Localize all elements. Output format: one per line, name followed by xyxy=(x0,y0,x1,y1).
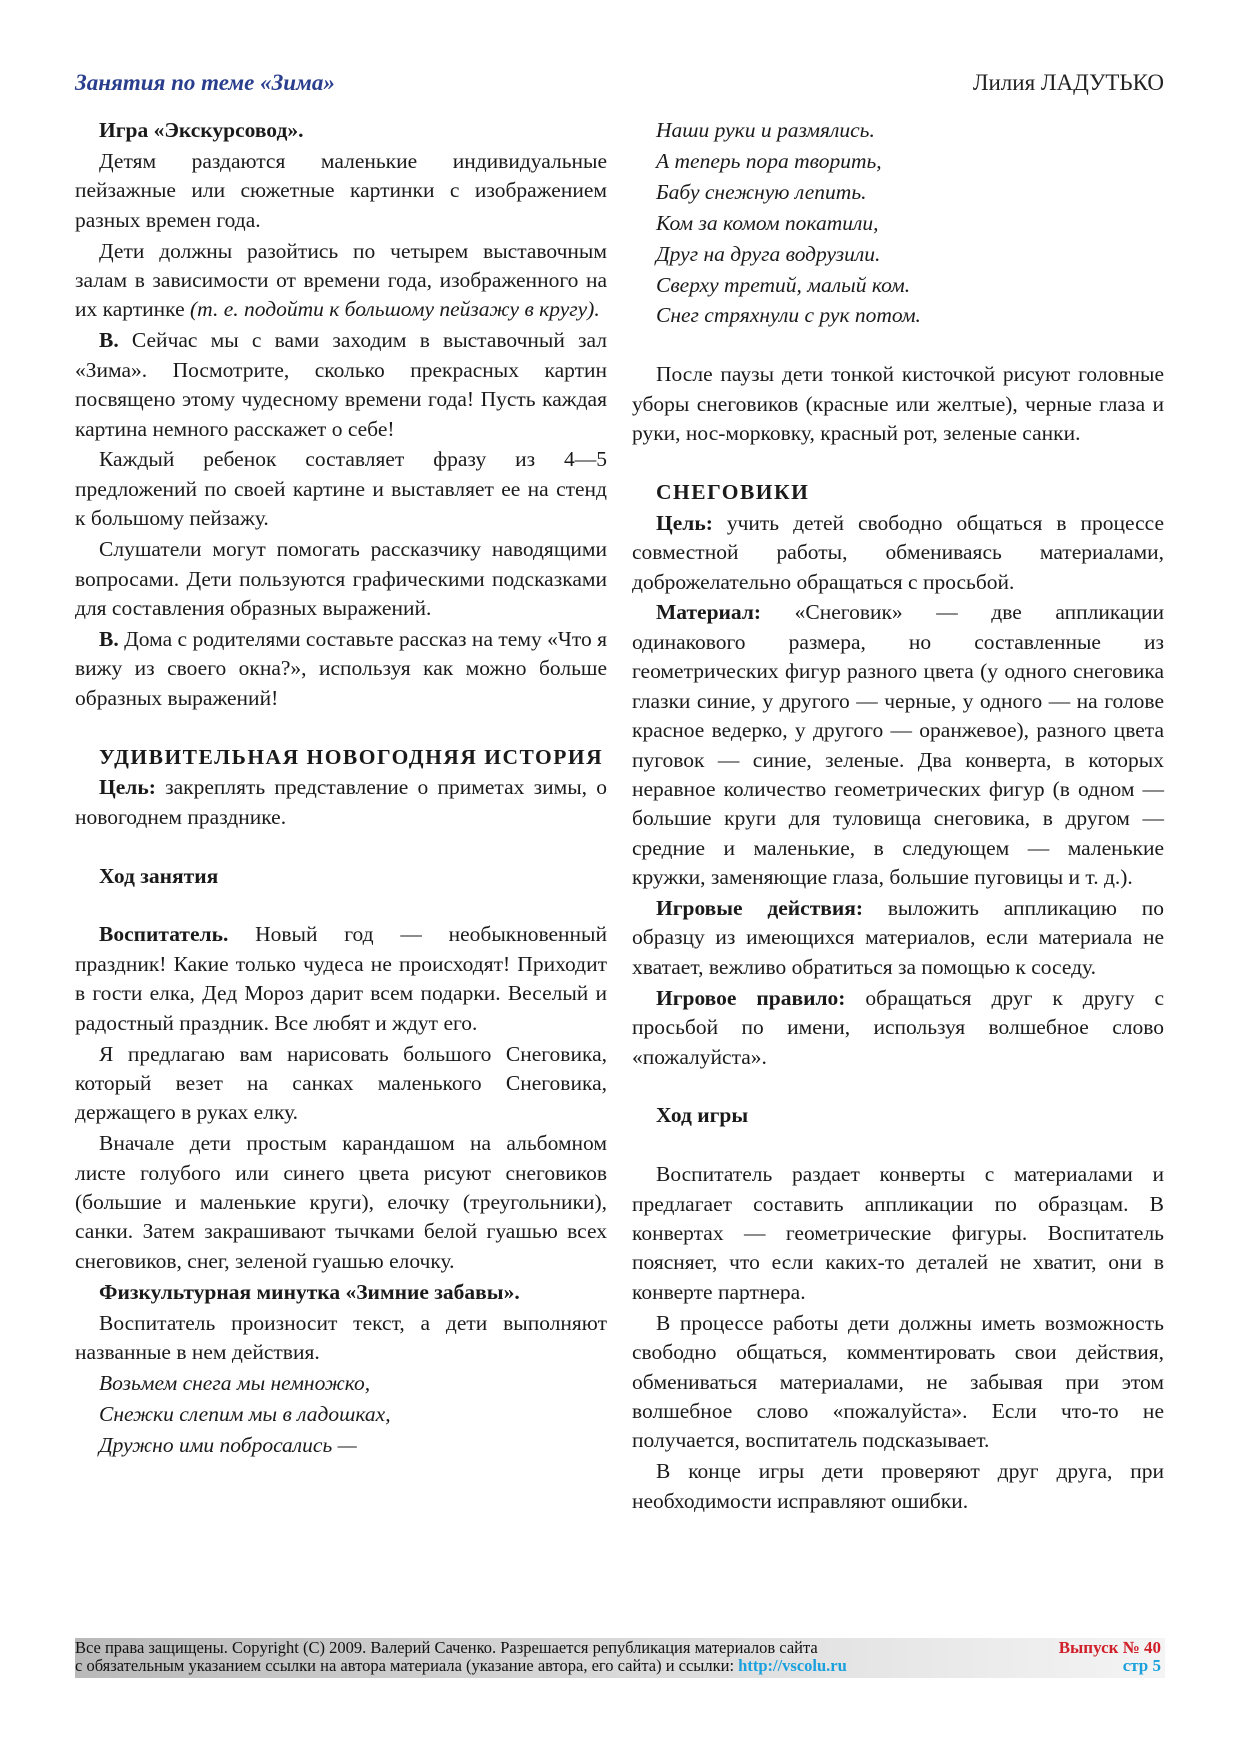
subheading xyxy=(632,1101,1164,1130)
subheading xyxy=(75,862,607,891)
paragraph xyxy=(75,1040,607,1128)
section-title: Занятия по теме «Зима» xyxy=(75,70,335,95)
text: В процессе работы дети должны иметь возможность свободно общаться, комментировать свои действия, обмениваться материалами, не забывая при этом волшебное слово «пожалуйста». Если что-то не получается, воспитатель подсказывает. xyxy=(632,1310,1164,1453)
text: Я предлагаю вам нарисовать большого Снеговика, который везет на санках маленького Снеговика, держащего в руках елку. xyxy=(75,1041,607,1125)
page-number: стр 5 xyxy=(1122,1656,1161,1675)
text: Наши руки и размялись. xyxy=(656,118,875,142)
text: Сверху третий, малый ком. xyxy=(656,272,911,297)
paragraph xyxy=(75,445,607,533)
paragraph xyxy=(632,984,1164,1072)
paragraph xyxy=(632,360,1164,448)
poem-line xyxy=(75,1369,607,1398)
text: Игра «Экскурсовод». xyxy=(99,118,304,142)
text: Ход занятия xyxy=(99,863,219,888)
bold-lead: В. xyxy=(99,328,119,353)
bold-lead: В. xyxy=(99,626,119,651)
poem-line xyxy=(75,1431,607,1460)
paragraph xyxy=(632,1309,1164,1456)
poem-line xyxy=(75,1400,607,1429)
bold-lead: Игровое правило: xyxy=(656,985,846,1010)
text: Вначале дети простым карандашом на альбомном листе голубого или синего цвета рисуют снеговиков (большие и маленькие круги), елочку (треугольники), санки. Затем закрашивают тычками белой гуашью всех снеговиков, снег, зеленой гуашью елочку. xyxy=(75,1131,607,1273)
text: Снег стряхнули с рук потом. xyxy=(656,303,921,328)
text: В конце игры дети проверяют друг друга, при необходимости исправляют ошибки. xyxy=(632,1459,1164,1513)
section-heading xyxy=(75,743,607,772)
paragraph xyxy=(75,326,607,444)
copyright-line-2: с обязательным указанием ссылки на автора материала (указание автора, его сайта) и ссылки: xyxy=(75,1656,739,1675)
text: Воспитатель произносит текст, а дети выполняют названные в нем действия. xyxy=(75,1310,607,1365)
poem-line xyxy=(632,147,1164,176)
copyright-line-1: Все права защищены. Copyright (C) 2009. Валерий Саченко. Разрешается републикация материалов сайта xyxy=(75,1638,818,1657)
bold-lead: Воспитатель. xyxy=(99,922,229,947)
text: «Снеговик» — две аппликации одинакового размера, но составленные из геометрических фигур разного цвета (у одного снеговика глазки синие, у другого — черные, у одного — на голове красное ведерко, у другого — оранжевое), разного цвета пуговок — синие, зеленые. Два конверта, в которых неравное количество геометрических фигур (в одном — большие круги для туловища снеговика, в другом — средние и маленькие, в следующем — маленькие кружки, заменяющие глаза, большие пуговицы и т. д.). xyxy=(632,600,1164,890)
text: Возьмем снега мы немножко, xyxy=(99,1371,371,1396)
poem-line xyxy=(632,271,1164,300)
text: Слушатели могут помогать рассказчику наводящими вопросами. Дети пользуются графическими подсказками для составления образных выражений. xyxy=(75,537,607,620)
issue-info xyxy=(1059,1639,1161,1675)
copyright-notice xyxy=(75,1639,847,1675)
bold-lead: Игровые действия: xyxy=(656,896,864,921)
paragraph xyxy=(632,598,1164,892)
subheading xyxy=(75,1278,607,1307)
poem-line xyxy=(632,209,1164,238)
paragraph xyxy=(75,920,607,1038)
text: Дома с родителями составьте рассказ на тему «Что я вижу из своего окна?», используя как можно больше образных выражений! xyxy=(75,626,607,710)
paragraph xyxy=(75,1129,607,1276)
poem-line xyxy=(632,240,1164,269)
bold-lead: Цель: xyxy=(656,510,713,535)
text: Каждый ребенок составляет фразу из 4—5 предложений по своей картине и выставляет ее на стенд к большому пейзажу. xyxy=(75,447,607,531)
paragraph xyxy=(632,509,1164,597)
text: Снежки слепим мы в ладошках, xyxy=(99,1401,391,1426)
text: Дети должны разойтись по четырем выставочным залам в зависимости от времени года, изображенного на их картинке xyxy=(75,238,607,322)
text: Новый год — необыкновенный праздник! Какие только чудеса не происходят! Приходит в гости елка, Дед Мороз дарит всем подарки. Веселый и радостный праздник. Все любят и ждут его. xyxy=(75,922,607,1035)
poem-line xyxy=(632,178,1164,207)
paragraph xyxy=(75,237,607,325)
paragraph xyxy=(75,625,607,713)
paragraph xyxy=(632,1457,1164,1516)
text: Детям раздаются маленькие индивидуальные пейзажные или сюжетные картинки с изображением разных времен года. xyxy=(75,148,607,232)
text: выложить аппликацию по образцу из имеющихся материалов, если материала не хватает, вежливо обратиться за помощью к соседу. xyxy=(632,896,1164,979)
text: Друг на друга водрузили. xyxy=(656,241,881,266)
text: Воспитатель раздает конверты с материалами и предлагает составить аппликации по образцам. В конвертах — геометрические фигуры. Воспитатель поясняет, что если каких-то деталей не хватит, они в конверте партнера. xyxy=(632,1162,1164,1304)
paragraph xyxy=(75,773,607,832)
text: Дружно ими побросались — xyxy=(99,1432,357,1457)
text: Бабу снежную лепить. xyxy=(656,179,867,204)
text: Сейчас мы с вами заходим в выставочный зал «Зима». Посмотрите, сколько прекрасных картин посвящено этому чудесному времени года! Пусть каждая картина немного расскажет о себе! xyxy=(75,328,607,441)
poem-line xyxy=(632,116,1164,145)
italic-text: (т. е. подойти к большому пейзажу в кругу). xyxy=(190,297,600,322)
text: А теперь пора творить, xyxy=(656,148,882,173)
poem-line xyxy=(632,301,1164,330)
bold-lead: Цель: xyxy=(99,775,156,800)
paragraph xyxy=(75,1309,607,1368)
text: Физкультурная минутка «Зимние забавы». xyxy=(99,1279,520,1304)
text: учить детей свободно общаться в процессе совместной работы, обмениваясь материалами, доброжелательно обращаться с просьбой. xyxy=(632,510,1164,594)
text: Ком за комом покатили, xyxy=(656,210,879,235)
paragraph xyxy=(75,147,607,235)
footer xyxy=(75,1638,1165,1678)
paragraph xyxy=(632,894,1164,982)
text: СНЕГОВИКИ xyxy=(656,479,810,504)
author-name: Лилия ЛАДУТЬКО xyxy=(972,70,1164,95)
issue-number: Выпуск № 40 xyxy=(1058,1638,1161,1657)
paragraph xyxy=(632,1160,1164,1307)
site-link[interactable]: http://vscolu.ru xyxy=(738,1656,847,1675)
right-column xyxy=(632,116,1164,1518)
text: Ход игры xyxy=(656,1103,749,1128)
paragraph xyxy=(75,535,607,623)
text: обращаться друг к другу с просьбой по имени, используя волшебное слово «пожалуйста». xyxy=(632,985,1165,1069)
subheading xyxy=(75,116,607,145)
left-column xyxy=(75,116,607,1462)
text: УДИВИТЕЛЬНАЯ НОВОГОДНЯЯ ИСТОРИЯ xyxy=(99,744,604,769)
text: закреплять представление о приметах зимы, о новогоднем празднике. xyxy=(75,775,607,829)
bold-lead: Материал: xyxy=(656,600,762,625)
text: После паузы дети тонкой кисточкой рисуют головные уборы снеговиков (красные или желтые), черные глаза и руки, нос-морковку, красный рот, зеленые санки. xyxy=(632,362,1164,446)
section-heading xyxy=(632,478,1164,507)
